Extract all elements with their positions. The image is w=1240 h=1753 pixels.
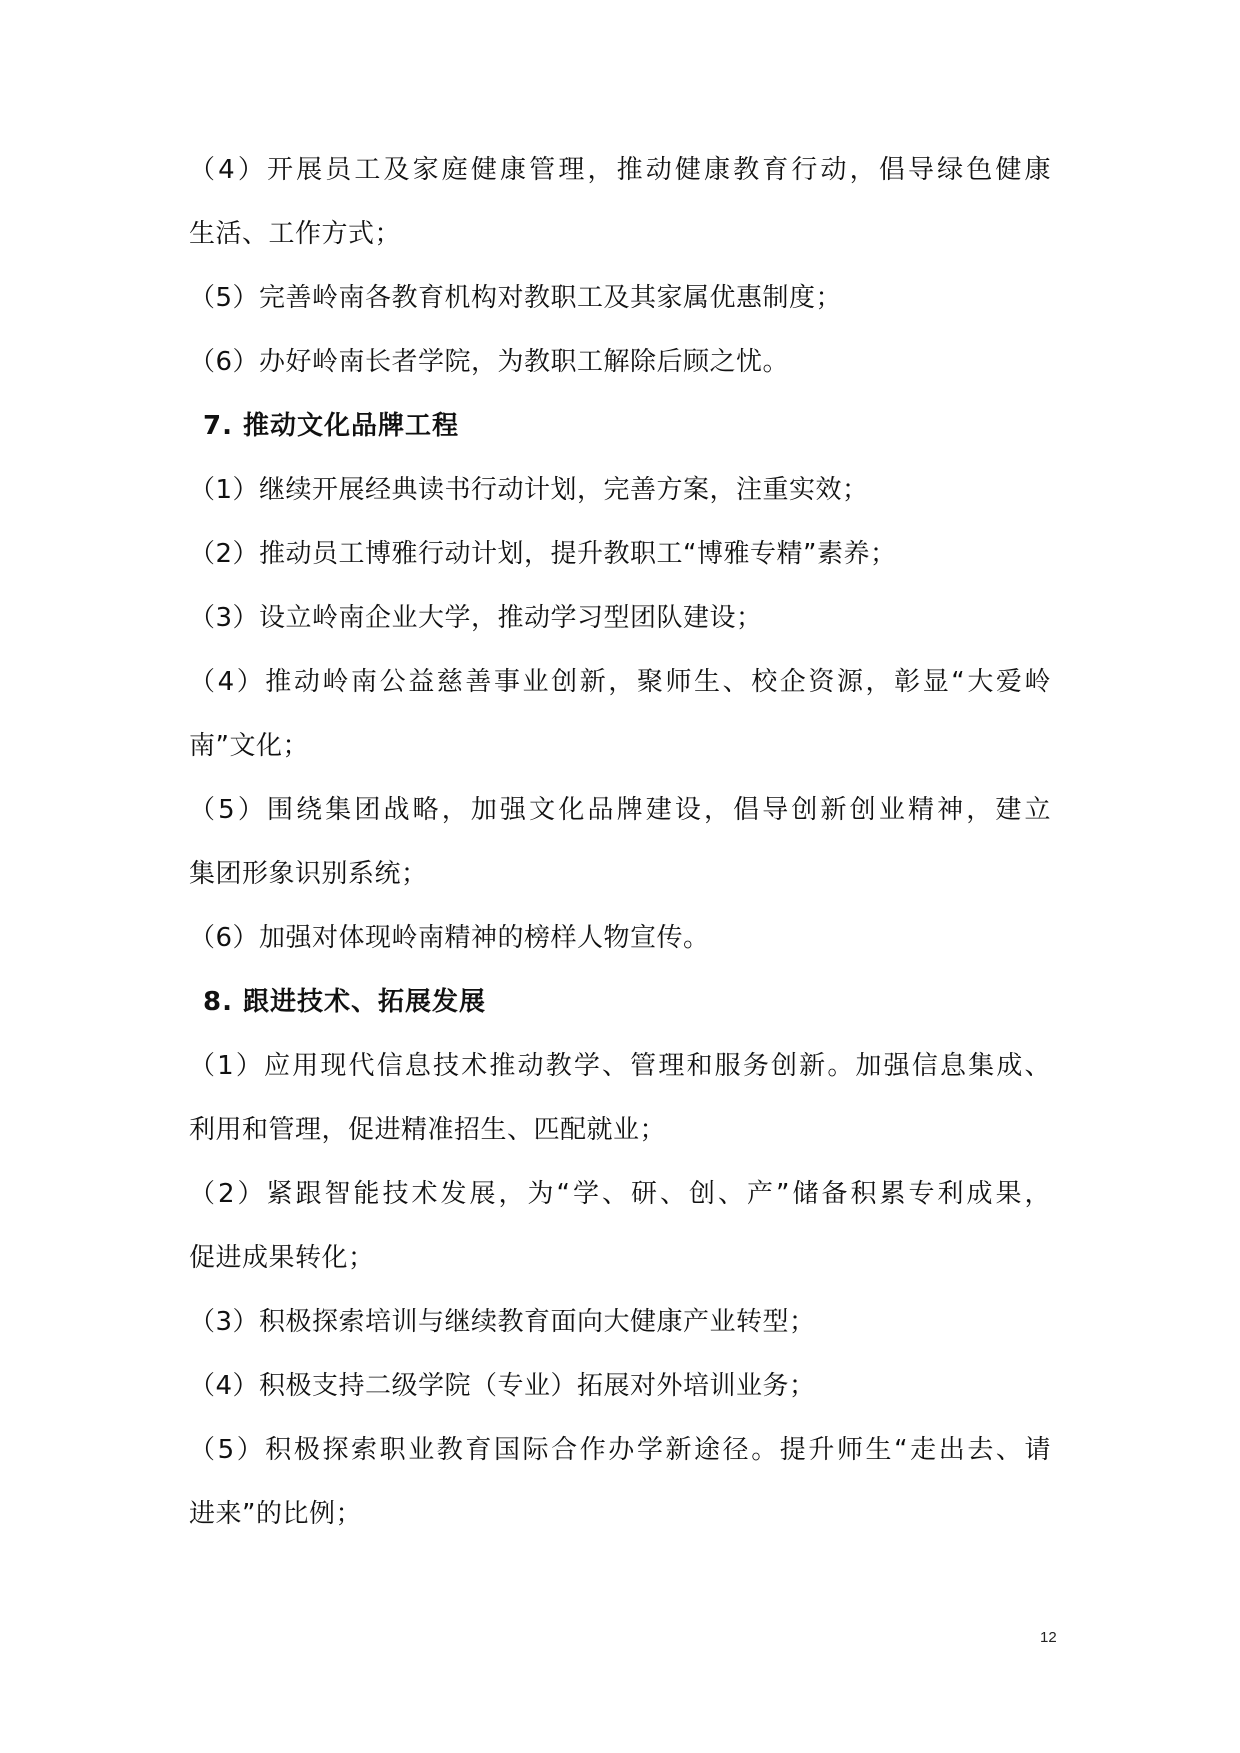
paragraph-line: 生活、工作方式；: [189, 219, 402, 249]
paragraph-line: （5）围绕集团战略，加强文化品牌建设，倡导创新创业精神，建立: [189, 795, 1051, 825]
paragraph-line: 进来”的比例；: [189, 1499, 362, 1529]
paragraph-line: （2）紧跟智能技术发展，为“学、研、创、产”储备积累专利成果，: [189, 1179, 1051, 1209]
page-number: 12: [1040, 1629, 1057, 1646]
paragraph-line: （5）完善岭南各教育机构对教职工及其家属优惠制度；: [189, 283, 843, 313]
paragraph-line: （4）开展员工及家庭健康管理，推动健康教育行动，倡导绿色健康: [189, 155, 1051, 185]
paragraph-line: （1）应用现代信息技术推动教学、管理和服务创新。加强信息集成、: [189, 1051, 1051, 1081]
paragraph-line: （4）推动岭南公益慈善事业创新，聚师生、校企资源，彰显“大爱岭: [189, 667, 1051, 697]
paragraph-line: （1）继续开展经典读书行动计划，完善方案，注重实效；: [189, 475, 869, 505]
paragraph-line: （3）设立岭南企业大学，推动学习型团队建设；: [189, 603, 763, 633]
section-heading: 8. 跟进技术、拓展发展: [203, 987, 487, 1017]
paragraph-line: 促进成果转化；: [189, 1243, 375, 1273]
paragraph-line: （3）积极探索培训与继续教育面向大健康产业转型；: [189, 1307, 816, 1337]
paragraph-line: 南”文化；: [189, 731, 309, 761]
section-heading: 7. 推动文化品牌工程: [203, 411, 460, 441]
paragraph-line: 集团形象识别系统；: [189, 859, 428, 889]
paragraph-line: （6）办好岭南长者学院，为教职工解除后顾之忧。: [189, 347, 790, 377]
paragraph-line: （4）积极支持二级学院（专业）拓展对外培训业务；: [189, 1371, 816, 1401]
document-body: [189, 154, 1051, 1562]
paragraph-line: 利用和管理，促进精准招生、匹配就业；: [189, 1115, 667, 1145]
paragraph-line: （5）积极探索职业教育国际合作办学新途径。提升师生“走出去、请: [189, 1435, 1051, 1465]
paragraph-line: （2）推动员工博雅行动计划，提升教职工“博雅专精”素养；: [189, 539, 897, 569]
paragraph-line: （6）加强对体现岭南精神的榜样人物宣传。: [189, 923, 710, 953]
